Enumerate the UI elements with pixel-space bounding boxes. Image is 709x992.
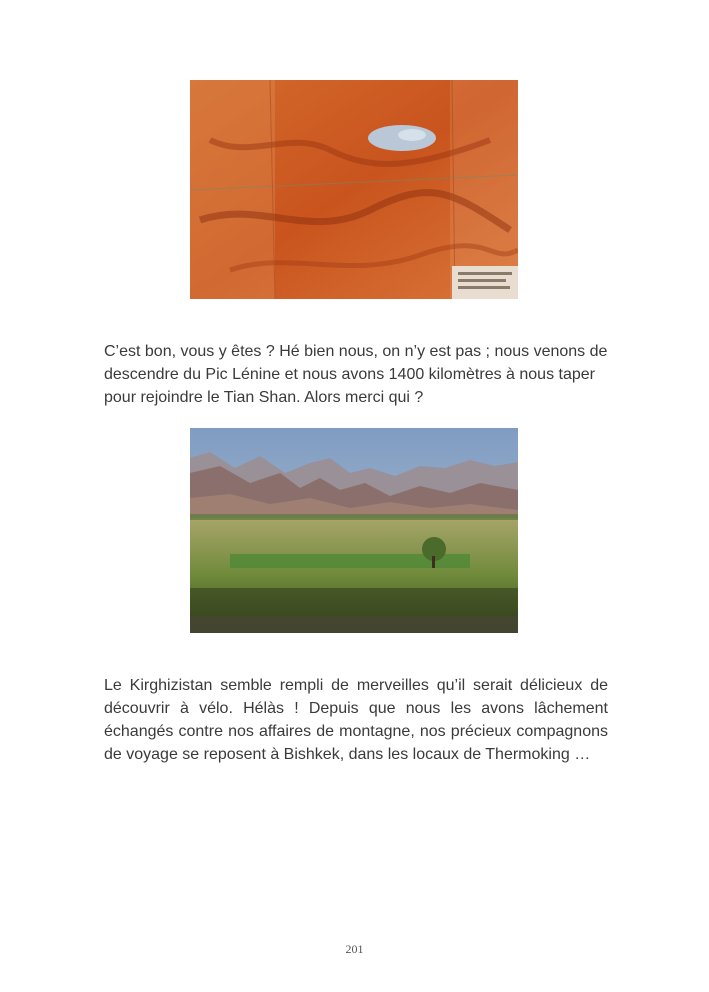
valley-photo (190, 428, 518, 633)
paragraph-intro: C’est bon, vous y êtes ? Hé bien nous, on n’y est pas ; nous venons de descendre du Pic Lénine et nous avons 1400 kilomètres à nous taper pour rejoindre le Tian Shan. Alors merci qui ? (104, 343, 608, 406)
paragraph-kirghizistan: Le Kirghizistan semble rempli de merveilles qu’il serait délicieux de découvrir à vélo. Hélàs ! Depuis que nous les avons lâchement échangés contre nos affaires de montagne, nos précieux compagnons de voyage se reposent à Bishkek, dans les locaux de Thermoking … (104, 677, 608, 763)
page-number: 201 (345, 942, 364, 956)
map-photo (190, 80, 518, 299)
